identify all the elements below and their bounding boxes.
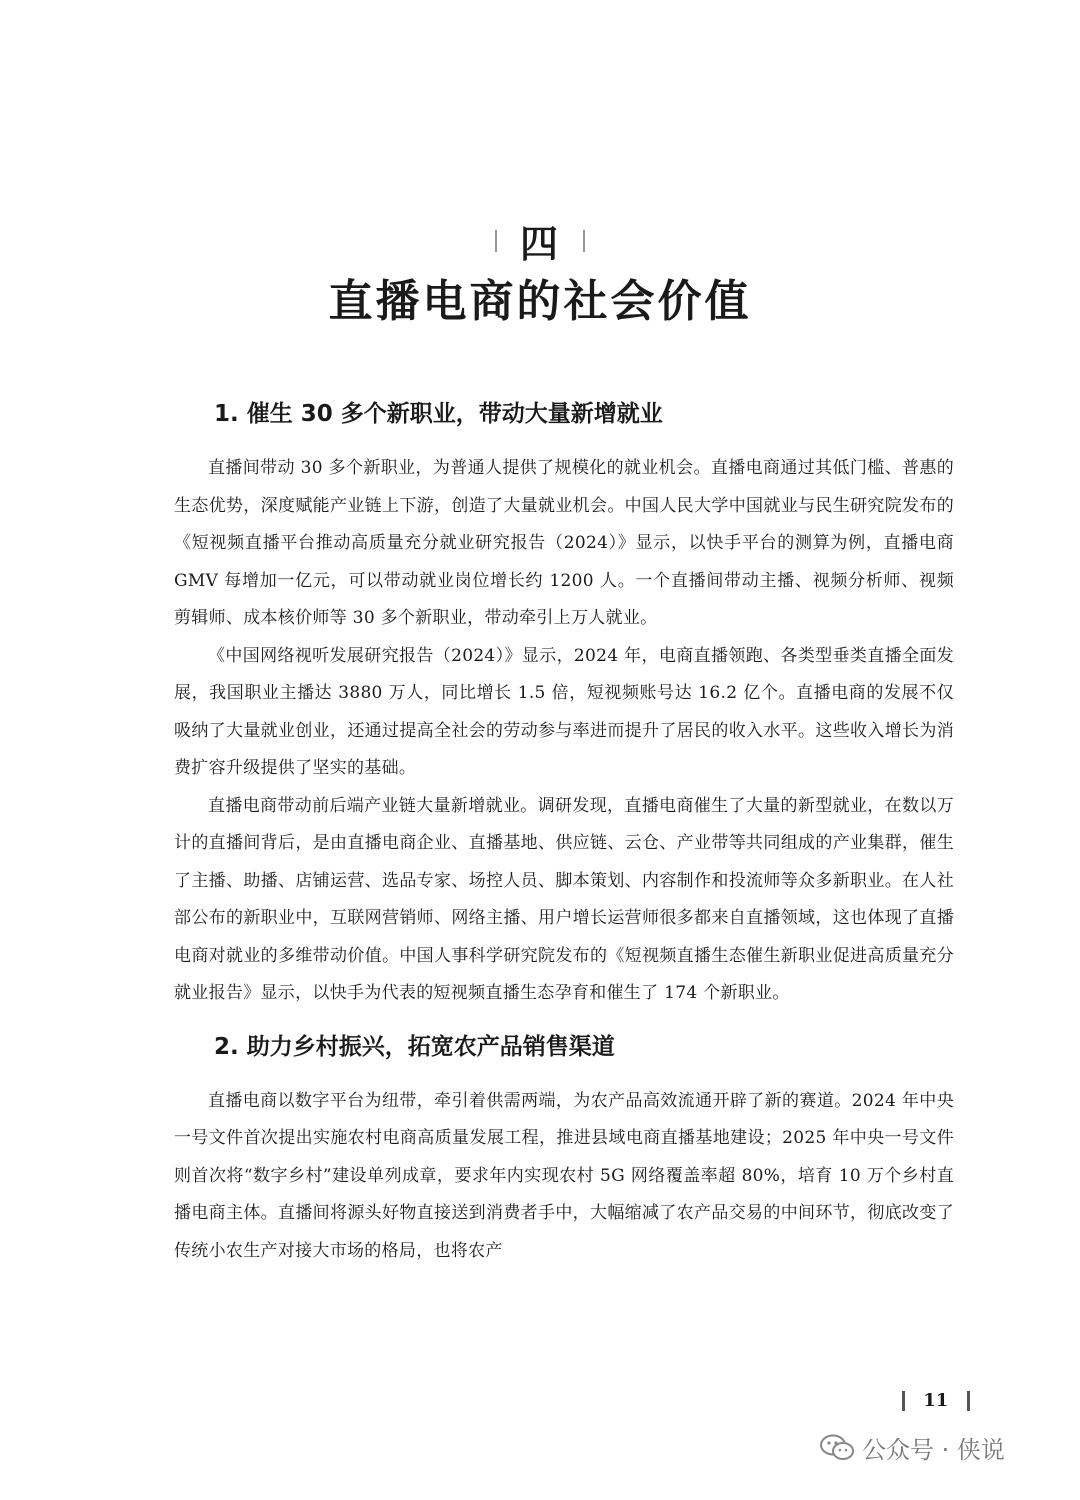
page-number-left-bar: [902, 1391, 905, 1411]
section-1-paragraph-1: 直播间带动 30 多个新职业，为普通人提供了规模化的就业机会。直播电商通过其低门槛、普惠的生态优势，深度赋能产业链上下游，创造了大量就业机会。中国人民大学中国就业与民生研究院发布的《短视频直播平台推动高质量充分就业研究报告（2024）》显示，以快手平台的测算为例，直播电商 GMV 每增加一亿元，可以带动就业岗位增长约 1200 人。一个直播间带动主播、视频分析师、视频剪辑师、成本核价师等 30 多个新职业，带动牵引上万人就业。: [174, 458, 954, 628]
watermark: [820, 1430, 1005, 1465]
wechat-icon: [820, 1434, 854, 1462]
watermark-text: 公众号 · 侠说: [862, 1436, 1005, 1464]
chapter-number-block: [0, 213, 1080, 268]
section-heading-2: 2. 助力乡村振兴，拓宽农产品销售渠道: [214, 1033, 615, 1060]
page-number: 11: [923, 1390, 949, 1411]
chapter-number: 四: [519, 222, 560, 266]
section-1-paragraph-2: 《中国网络视听发展研究报告（2024）》显示，2024 年，电商直播领跑、各类型垂类直播全面发展，我国职业主播达 3880 万人，同比增长 1.5 倍，短视频账号达 16.2 亿个。直播电商的发展不仅吸纳了大量就业创业，还通过提高全社会的劳动参与率进而提升了居民的收入水平。这些收入增长为消费扩容升级提供了坚实的基础。: [174, 645, 954, 778]
chapter-number-left-bar: [495, 230, 497, 252]
page-number-right-bar: [967, 1391, 970, 1411]
chapter-number-right-bar: [583, 230, 585, 252]
chapter-body: [174, 398, 954, 1270]
section-2-paragraph-1: 直播电商以数字平台为纽带，牵引着供需两端，为农产品高效流通开辟了新的赛道。2024 年中央一号文件首次提出实施农村电商高质量发展工程，推进县域电商直播基地建设；2025 年中央一号文件则首次将“数字乡村”建设单列成章，要求年内实现农村 5G 网络覆盖率超 80%，培育 10 万个乡村直播电商主体。直播间将源头好物直接送到消费者手中，大幅缩减了农产品交易的中间环节，彻底改变了传统小农生产对接大市场的格局，也将农产: [174, 1090, 954, 1261]
section-heading-1: 1. 催生 30 多个新职业，带动大量新增就业: [214, 401, 663, 427]
page-number-block: [890, 1390, 982, 1411]
chapter-title: 直播电商的社会价值: [328, 276, 752, 327]
section-1-paragraph-3: 直播电商带动前后端产业链大量新增就业。调研发现，直播电商催生了大量的新型就业，在数以万计的直播间背后，是由直播电商企业、直播基地、供应链、云仓、产业带等共同组成的产业集群，催生了主播、助播、店铺运营、选品专家、场控人员、脚本策划、内容制作和投流师等众多新职业。在人社部公布的新职业中，互联网营销师、网络主播、用户增长运营师很多都来自直播领域，这也体现了直播电商对就业的多维带动价值。中国人事科学研究院发布的《短视频直播生态催生新职业促进高质量充分就业报告》显示，以快手为代表的短视频直播生态孕育和催生了 174 个新职业。: [174, 795, 954, 1003]
